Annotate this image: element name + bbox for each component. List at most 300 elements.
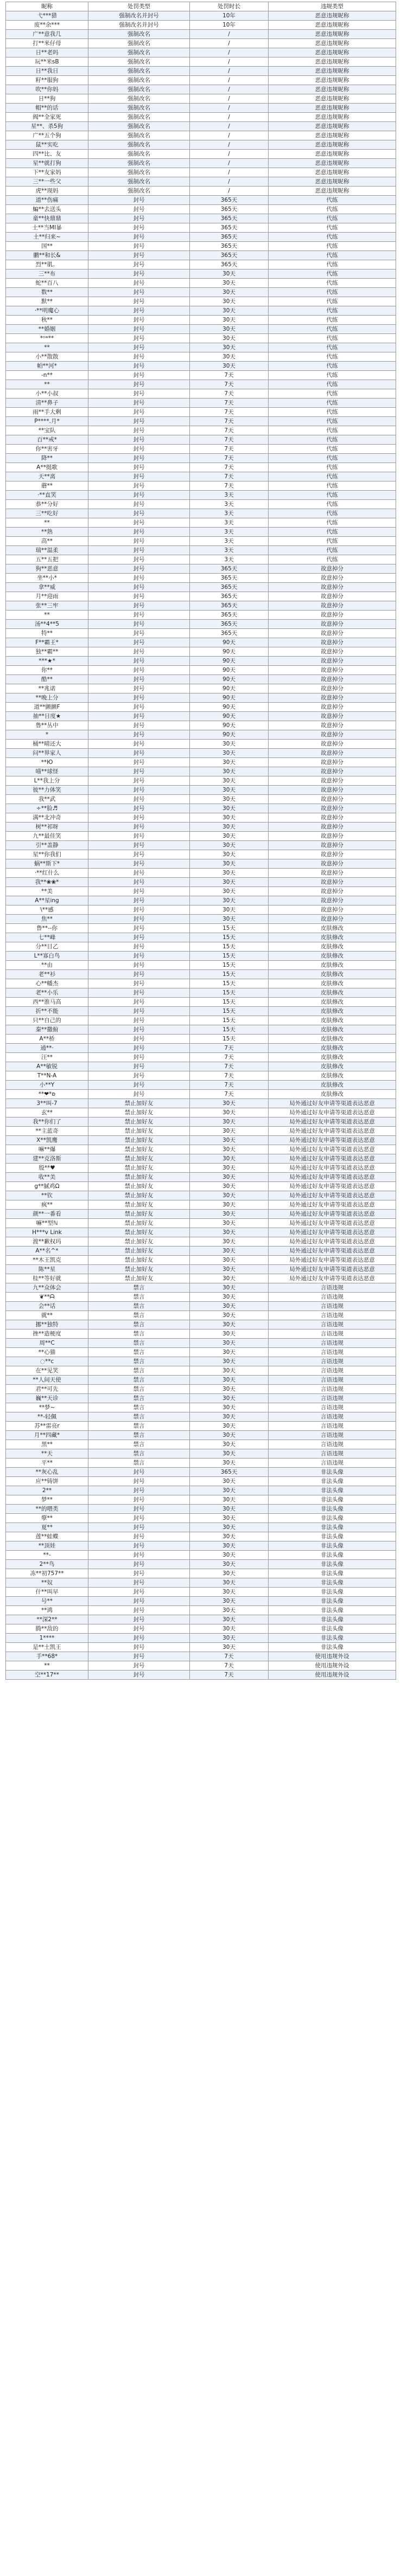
cell-violation-type: 恶意违规昵称: [269, 113, 396, 122]
cell-nickname: 问**界家人: [6, 749, 88, 758]
cell-nickname: 土**归来~: [6, 233, 88, 242]
cell-violation-type: 故意掉分: [269, 712, 396, 721]
cell-violation-type: 恶意违规昵称: [269, 177, 396, 187]
table-row: [6, 343, 396, 352]
cell-violation-type: 局外通过好友申请等渠道表达恶意: [269, 1136, 396, 1145]
cell-violation-type: 故意掉分: [269, 823, 396, 832]
table-row: [6, 316, 396, 325]
cell-penalty-type: 封号: [88, 1025, 190, 1035]
cell-violation-type: 代练: [269, 426, 396, 435]
cell-nickname: **: [6, 343, 88, 352]
cell-violation-type: 故意掉分: [269, 647, 396, 657]
table-row: [6, 1422, 396, 1431]
cell-penalty-type: 封号: [88, 1477, 190, 1486]
cell-penalty-duration: 3天: [190, 546, 269, 555]
cell-penalty-duration: 30天: [190, 1173, 269, 1182]
cell-penalty-duration: 30天: [190, 1320, 269, 1329]
cell-penalty-duration: /: [190, 48, 269, 57]
table-row: [6, 1348, 396, 1357]
cell-penalty-duration: 7天: [190, 445, 269, 454]
cell-penalty-duration: 30天: [190, 1293, 269, 1302]
cell-penalty-type: 封号: [88, 915, 190, 924]
table-row: [6, 1578, 396, 1588]
header-nickname: 昵称: [6, 2, 88, 11]
cell-violation-type: 故意掉分: [269, 878, 396, 887]
cell-violation-type: 代练: [269, 334, 396, 343]
table-row: [6, 306, 396, 316]
cell-penalty-duration: 30天: [190, 1624, 269, 1634]
cell-penalty-type: 封号: [88, 620, 190, 629]
table-row: [6, 933, 396, 942]
table-row: [6, 1283, 396, 1293]
cell-penalty-duration: 365天: [190, 592, 269, 601]
cell-nickname: \**感: [6, 905, 88, 915]
cell-nickname: 分**目乙: [6, 942, 88, 952]
table-row: [6, 1007, 396, 1016]
cell-violation-type: 代练: [269, 472, 396, 481]
cell-penalty-type: 封号: [88, 1597, 190, 1606]
cell-penalty-type: 封号: [88, 555, 190, 564]
cell-violation-type: 代练: [269, 325, 396, 334]
cell-nickname: 冻**初757**: [6, 1569, 88, 1578]
cell-violation-type: 代练: [269, 500, 396, 509]
cell-nickname: 蝙**去送头: [6, 205, 88, 214]
cell-violation-type: 代练: [269, 251, 396, 260]
cell-penalty-type: 封号: [88, 528, 190, 537]
table-row: [6, 1606, 396, 1615]
cell-penalty-type: 封号: [88, 325, 190, 334]
cell-nickname: **鸿: [6, 1606, 88, 1615]
cell-penalty-duration: 15天: [190, 1007, 269, 1016]
cell-penalty-duration: 30天: [190, 362, 269, 371]
cell-violation-type: 局外通过好友申请等渠道表达恶意: [269, 1182, 396, 1191]
cell-violation-type: 故意掉分: [269, 905, 396, 915]
cell-nickname: **-: [6, 1551, 88, 1560]
cell-penalty-type: 封号: [88, 1514, 190, 1523]
table-row: [6, 666, 396, 675]
table-row: [6, 509, 396, 518]
table-row: [6, 1145, 396, 1154]
cell-nickname: 籽**服狗: [6, 76, 88, 85]
cell-penalty-type: 禁言: [88, 1311, 190, 1320]
table-row: [6, 196, 396, 205]
cell-penalty-duration: 30天: [190, 352, 269, 362]
cell-penalty-duration: 30天: [190, 1588, 269, 1597]
cell-nickname: 玄**: [6, 1108, 88, 1117]
table-row: [6, 1588, 396, 1597]
cell-nickname: 西**淮马高: [6, 998, 88, 1007]
cell-penalty-duration: 30天: [190, 1191, 269, 1200]
cell-violation-type: 非法头像: [269, 1477, 396, 1486]
cell-penalty-type: 封号: [88, 196, 190, 205]
cell-penalty-type: 封号: [88, 804, 190, 813]
cell-violation-type: 言语违规: [269, 1403, 396, 1412]
cell-nickname: 道**颤颤F: [6, 703, 88, 712]
table-row: [6, 776, 396, 786]
cell-violation-type: 恶意违规昵称: [269, 39, 396, 48]
table-row: [6, 159, 396, 168]
cell-violation-type: 恶意违规昵称: [269, 57, 396, 67]
table-row: [6, 426, 396, 435]
table-row: [6, 1366, 396, 1376]
cell-nickname: **晚上分: [6, 693, 88, 703]
cell-penalty-duration: 30天: [190, 795, 269, 804]
cell-nickname: 渡**歉权玛: [6, 1237, 88, 1247]
table-row: [6, 1624, 396, 1634]
cell-violation-type: 恶意违规昵称: [269, 85, 396, 94]
table-row: [6, 481, 396, 491]
table-row: [6, 1477, 396, 1486]
cell-penalty-type: 封号: [88, 823, 190, 832]
cell-violation-type: 故意掉分: [269, 721, 396, 730]
cell-nickname: 汪**: [6, 1053, 88, 1062]
cell-nickname: **❤*ʚ: [6, 1090, 88, 1099]
cell-violation-type: 代练: [269, 269, 396, 279]
cell-violation-type: 代练: [269, 537, 396, 546]
cell-nickname: 雨**手大剩: [6, 408, 88, 417]
cell-violation-type: 言语违规: [269, 1311, 396, 1320]
cell-penalty-duration: 30天: [190, 1412, 269, 1422]
cell-penalty-type: 强制改名并封号: [88, 11, 190, 21]
cell-penalty-type: 封号: [88, 1541, 190, 1551]
table-row: [6, 1541, 396, 1551]
cell-penalty-duration: 7天: [190, 1671, 269, 1680]
table-row: [6, 896, 396, 905]
cell-penalty-type: 封号: [88, 970, 190, 979]
cell-penalty-type: 封号: [88, 546, 190, 555]
cell-violation-type: 言语违规: [269, 1394, 396, 1403]
table-row: [6, 730, 396, 740]
cell-penalty-type: 禁止加好友: [88, 1154, 190, 1164]
cell-penalty-duration: 30天: [190, 1541, 269, 1551]
cell-violation-type: 代练: [269, 445, 396, 454]
cell-violation-type: 言语违规: [269, 1302, 396, 1311]
cell-penalty-duration: 30天: [190, 325, 269, 334]
table-row: [6, 961, 396, 970]
cell-penalty-duration: 30天: [190, 1283, 269, 1293]
cell-penalty-type: 封号: [88, 583, 190, 592]
cell-violation-type: 代练: [269, 528, 396, 537]
table-row: [6, 841, 396, 850]
table-row: [6, 11, 396, 21]
cell-penalty-duration: 30天: [190, 1459, 269, 1468]
cell-penalty-type: 禁止加好友: [88, 1108, 190, 1117]
table-row: [6, 583, 396, 592]
cell-penalty-duration: 30天: [190, 859, 269, 869]
table-row: [6, 1210, 396, 1219]
cell-penalty-type: 封号: [88, 869, 190, 878]
cell-penalty-type: 封号: [88, 657, 190, 666]
cell-penalty-type: 禁言: [88, 1431, 190, 1440]
table-row: [6, 122, 396, 131]
header-penalty-duration: 处罚时长: [190, 2, 269, 11]
cell-penalty-duration: 365天: [190, 251, 269, 260]
cell-penalty-type: 封号: [88, 592, 190, 601]
cell-penalty-type: 封号: [88, 1486, 190, 1495]
cell-penalty-type: 强制改名并封号: [88, 21, 190, 30]
cell-nickname: P****.月*: [6, 417, 88, 426]
cell-penalty-type: 强制改名: [88, 30, 190, 39]
cell-penalty-type: 强制改名: [88, 177, 190, 187]
cell-violation-type: 非法头像: [269, 1643, 396, 1652]
cell-nickname: H***v Link: [6, 1228, 88, 1237]
table-row: [6, 205, 396, 214]
table-row: [6, 675, 396, 684]
cell-penalty-duration: 365天: [190, 233, 269, 242]
cell-violation-type: 代练: [269, 380, 396, 389]
cell-nickname: 3**叫-7: [6, 1099, 88, 1108]
cell-penalty-duration: 30天: [190, 1569, 269, 1578]
cell-violation-type: 皮肤修改: [269, 942, 396, 952]
cell-penalty-duration: 30天: [190, 1145, 269, 1154]
cell-penalty-duration: 90天: [190, 730, 269, 740]
cell-penalty-duration: /: [190, 76, 269, 85]
cell-penalty-duration: 30天: [190, 915, 269, 924]
cell-violation-type: 言语违规: [269, 1329, 396, 1339]
cell-nickname: 降**: [6, 454, 88, 463]
penalty-table: [5, 2, 396, 1680]
cell-penalty-duration: 90天: [190, 712, 269, 721]
cell-nickname: 烈**肌。: [6, 260, 88, 269]
cell-penalty-type: 禁止加好友: [88, 1210, 190, 1219]
cell-penalty-duration: 10年: [190, 21, 269, 30]
cell-penalty-type: 禁言: [88, 1348, 190, 1357]
cell-penalty-type: 禁言: [88, 1440, 190, 1449]
cell-penalty-type: 封号: [88, 343, 190, 352]
cell-penalty-type: 封号: [88, 758, 190, 767]
table-row: [6, 1256, 396, 1265]
table-row: [6, 1219, 396, 1228]
cell-violation-type: 恶意违规昵称: [269, 150, 396, 159]
table-row: [6, 1523, 396, 1532]
cell-penalty-duration: 3天: [190, 528, 269, 537]
cell-violation-type: 言语违规: [269, 1449, 396, 1459]
table-row: [6, 435, 396, 445]
cell-penalty-type: 强制改名: [88, 76, 190, 85]
table-row: [6, 924, 396, 933]
cell-nickname: A**桥: [6, 1035, 88, 1044]
cell-nickname: 树**祁呀: [6, 823, 88, 832]
table-row: [6, 740, 396, 749]
cell-penalty-type: 强制改名: [88, 187, 190, 196]
cell-penalty-type: 封号: [88, 942, 190, 952]
cell-violation-type: 非法头像: [269, 1541, 396, 1551]
cell-nickname: **由: [6, 961, 88, 970]
cell-nickname: 数**: [6, 288, 88, 297]
cell-violation-type: 言语违规: [269, 1283, 396, 1293]
table-row: [6, 76, 396, 85]
cell-penalty-duration: 30天: [190, 869, 269, 878]
cell-penalty-type: 封号: [88, 647, 190, 657]
cell-violation-type: 言语违规: [269, 1348, 396, 1357]
cell-violation-type: 故意掉分: [269, 620, 396, 629]
table-row: [6, 611, 396, 620]
cell-penalty-duration: /: [190, 122, 269, 131]
cell-penalty-duration: 365天: [190, 601, 269, 611]
cell-violation-type: 故意掉分: [269, 638, 396, 647]
cell-penalty-type: 封号: [88, 297, 190, 306]
cell-nickname: 张**三牢: [6, 601, 88, 611]
cell-penalty-type: 封号: [88, 1606, 190, 1615]
cell-violation-type: 言语违规: [269, 1320, 396, 1329]
cell-penalty-duration: 30天: [190, 832, 269, 841]
cell-violation-type: 恶意违规昵称: [269, 30, 396, 39]
cell-penalty-duration: 30天: [190, 1136, 269, 1145]
cell-violation-type: 故意掉分: [269, 703, 396, 712]
cell-penalty-type: 封号: [88, 638, 190, 647]
cell-violation-type: 局外通过好友申请等渠道表达恶意: [269, 1127, 396, 1136]
cell-violation-type: 非法头像: [269, 1588, 396, 1597]
cell-penalty-type: 禁言: [88, 1366, 190, 1376]
cell-penalty-duration: 7天: [190, 399, 269, 408]
table-row: [6, 380, 396, 389]
cell-penalty-duration: 30天: [190, 767, 269, 776]
cell-penalty-type: 封号: [88, 380, 190, 389]
cell-penalty-duration: 90天: [190, 703, 269, 712]
cell-nickname: **熟: [6, 528, 88, 537]
cell-violation-type: 故意掉分: [269, 684, 396, 693]
cell-violation-type: 故意掉分: [269, 850, 396, 859]
cell-penalty-type: 封号: [88, 611, 190, 620]
cell-penalty-duration: 90天: [190, 666, 269, 675]
cell-penalty-duration: 30天: [190, 1523, 269, 1532]
cell-penalty-type: 封号: [88, 859, 190, 869]
cell-penalty-duration: 30天: [190, 1431, 269, 1440]
cell-penalty-type: 封号: [88, 1505, 190, 1514]
table-row: [6, 1403, 396, 1412]
cell-violation-type: 代练: [269, 408, 396, 417]
cell-penalty-type: 封号: [88, 1468, 190, 1477]
cell-penalty-type: 封号: [88, 850, 190, 859]
cell-nickname: 满**北冲奇: [6, 813, 88, 823]
cell-penalty-type: 封号: [88, 693, 190, 703]
cell-violation-type: 故意掉分: [269, 804, 396, 813]
cell-violation-type: 皮肤修改: [269, 1044, 396, 1053]
cell-penalty-duration: 30天: [190, 850, 269, 859]
table-row: [6, 749, 396, 758]
cell-violation-type: 局外通过好友申请等渠道表达恶意: [269, 1191, 396, 1200]
cell-penalty-duration: /: [190, 85, 269, 94]
cell-nickname: **: [6, 380, 88, 389]
cell-violation-type: 非法头像: [269, 1468, 396, 1477]
cell-violation-type: 故意掉分: [269, 583, 396, 592]
table-row: [6, 131, 396, 140]
cell-nickname: 殷**♥: [6, 1164, 88, 1173]
table-row: [6, 463, 396, 472]
cell-violation-type: 皮肤修改: [269, 1062, 396, 1071]
table-row: [6, 850, 396, 859]
cell-penalty-duration: 7天: [190, 1090, 269, 1099]
cell-penalty-duration: 365天: [190, 196, 269, 205]
cell-penalty-type: 封号: [88, 1560, 190, 1569]
cell-violation-type: 皮肤修改: [269, 952, 396, 961]
cell-violation-type: 故意掉分: [269, 749, 396, 758]
table-row: [6, 67, 396, 76]
table-row: [6, 1514, 396, 1523]
cell-penalty-duration: 7天: [190, 380, 269, 389]
cell-nickname: ·**明魔心: [6, 306, 88, 316]
cell-penalty-type: 封号: [88, 841, 190, 850]
cell-penalty-duration: 30天: [190, 1348, 269, 1357]
cell-violation-type: 故意掉分: [269, 657, 396, 666]
cell-penalty-type: 封号: [88, 500, 190, 509]
cell-violation-type: 代练: [269, 509, 396, 518]
cell-penalty-type: 禁止加好友: [88, 1228, 190, 1237]
cell-nickname: 2**: [6, 1486, 88, 1495]
cell-nickname: 百**戒*: [6, 435, 88, 445]
table-row: [6, 786, 396, 795]
cell-penalty-type: 禁言: [88, 1422, 190, 1431]
cell-penalty-type: 禁止加好友: [88, 1117, 190, 1127]
table-row: [6, 1652, 396, 1661]
table-row: [6, 223, 396, 233]
cell-nickname: 通**·: [6, 1044, 88, 1053]
cell-penalty-duration: 7天: [190, 371, 269, 380]
table-row: [6, 94, 396, 104]
table-row: [6, 823, 396, 832]
table-row: [6, 168, 396, 177]
cell-penalty-type: 强制改名: [88, 67, 190, 76]
cell-violation-type: 代练: [269, 343, 396, 352]
cell-penalty-duration: /: [190, 140, 269, 150]
table-row: [6, 389, 396, 399]
cell-penalty-type: 封号: [88, 1081, 190, 1090]
cell-nickname: 黑**: [6, 1440, 88, 1449]
table-row: [6, 564, 396, 574]
cell-penalty-type: 封号: [88, 362, 190, 371]
table-row: [6, 1191, 396, 1200]
cell-nickname: 莲**蛙蝶: [6, 1532, 88, 1541]
cell-violation-type: 故意掉分: [269, 915, 396, 924]
cell-nickname: 恭**分好: [6, 500, 88, 509]
cell-nickname: 星**你我们: [6, 850, 88, 859]
table-row: [6, 399, 396, 408]
cell-penalty-duration: 3天: [190, 491, 269, 500]
cell-penalty-duration: 30天: [190, 1532, 269, 1541]
cell-nickname: 三**吃好: [6, 509, 88, 518]
cell-nickname: *: [6, 730, 88, 740]
cell-violation-type: 恶意违规昵称: [269, 76, 396, 85]
cell-violation-type: 代练: [269, 233, 396, 242]
cell-penalty-duration: 30天: [190, 823, 269, 832]
cell-nickname: 夏**: [6, 1523, 88, 1532]
cell-violation-type: 言语违规: [269, 1440, 396, 1449]
cell-violation-type: 言语违规: [269, 1385, 396, 1394]
table-row: [6, 1173, 396, 1182]
cell-penalty-type: 禁止加好友: [88, 1247, 190, 1256]
cell-nickname: 独**霸**: [6, 647, 88, 657]
cell-penalty-duration: 365天: [190, 223, 269, 233]
table-row: [6, 1412, 396, 1422]
cell-penalty-type: 封号: [88, 1071, 190, 1081]
table-row: [6, 574, 396, 583]
cell-nickname: 焦**: [6, 915, 88, 924]
cell-nickname: 应**铸饼: [6, 1477, 88, 1486]
cell-nickname: **灰心乱: [6, 1468, 88, 1477]
cell-nickname: **: [6, 1661, 88, 1671]
table-row: [6, 998, 396, 1007]
cell-nickname: 虎**现妈: [6, 187, 88, 196]
cell-nickname: 四**比、友: [6, 150, 88, 159]
table-row: [6, 592, 396, 601]
cell-nickname: 桂**等好就: [6, 1274, 88, 1283]
table-row: [6, 362, 396, 371]
cell-violation-type: 恶意违规昵称: [269, 48, 396, 57]
table-row: [6, 1044, 396, 1053]
table-row: [6, 242, 396, 251]
table-row: [6, 795, 396, 804]
cell-nickname: A**名^*: [6, 1247, 88, 1256]
